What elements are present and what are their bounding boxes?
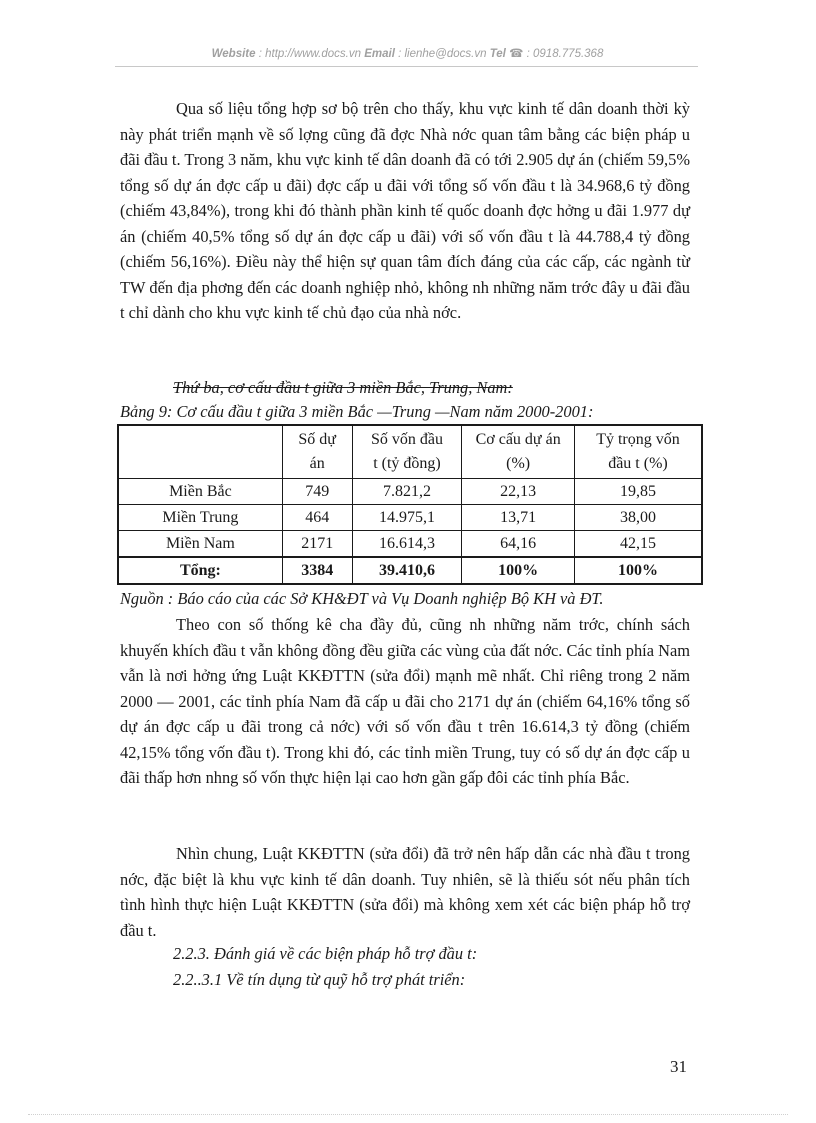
header-region: [118, 425, 282, 479]
cell-projects: 464: [282, 505, 352, 531]
table-row: [118, 531, 702, 558]
header-projects: [282, 425, 352, 479]
cell-capital: 14.975,1: [352, 505, 462, 531]
investment-structure-table: [117, 424, 703, 585]
cell-capital: 7.821,2: [352, 479, 462, 505]
website-label: Website: [211, 48, 256, 60]
cell-projects: 2171: [282, 531, 352, 558]
cell-share: 19,85: [574, 479, 702, 505]
cell-share: 42,15: [574, 531, 702, 558]
total-projects: 3384: [282, 557, 352, 584]
cell-share: 38,00: [574, 505, 702, 531]
cell-structure: 64,16: [462, 531, 575, 558]
footer-divider: [28, 1114, 788, 1115]
tel-label: Tel: [489, 48, 506, 60]
paragraph-2: Theo con số thống kê cha đầy đủ, cũng nh những năm trớc, chính sách khuyến khích đầu t vẫn không đồng đều giữa các vùng của đất nớc. Các tỉnh phía Nam vẫn là nơi hởng ứng Luật KKĐTTN (sửa đổi) mạnh mẽ nhất. Chỉ riêng trong 2 năm 2000 — 2001, các tỉnh phía Nam đã cấp u đãi cho 2171 dự án (chiếm 64,16% tổng số dự án đợc cấp u đãi trong cả nớc) với số vốn đầu t trên 16.614,3 tỷ đồng (chiếm 42,15% tổng vốn đầu t). Trong khi đó, các tỉnh miền Trung, tuy có số dự án đợc cấp u đãi thấp hơn nhng số vốn thực hiện lại cao hơn gần gấp đôi các tỉnh phía Bắc.: [120, 615, 690, 787]
paragraph-1: Qua số liệu tổng hợp sơ bộ trên cho thấy, khu vực kinh tế dân doanh thời kỳ này phát triển mạnh về số lợng cũng đã đợc Nhà nớc quan tâm bằng các biện pháp u đãi đầu t. Trong 3 năm, khu vực kinh tế dân doanh đã có tới 2.905 dự án (chiếm 59,5% tổng số dự án đợc cấp u đãi) đợc cấp u đãi với tổng số vốn đầu t là 34.968,6 tỷ đồng (chiếm 43,84%), trong khi đó thành phần kinh tế quốc doanh đợc hởng u đãi 1.977 dự án (chiếm 40,5% tổng số dự án đợc cấp u đãi) với số vốn đầu t là 44.788,4 tỷ đồng (chiếm 56,16%). Điều này thể hiện sự quan tâm đích đáng của các cấp, các ngành từ TW đến địa phơng đến các doanh nghiệp nhỏ, không nh những năm trớc đây u đãi đầu t chỉ dành cho khu vực kinh tế chủ đạo của nhà nớc.: [120, 99, 690, 322]
total-share: 100%: [574, 557, 702, 584]
table-source-note: Nguồn : Báo cáo của các Sở KH&ĐT và Vụ Doanh nghiệp Bộ KH và ĐT.: [120, 589, 604, 608]
cell-capital: 16.614,3: [352, 531, 462, 558]
total-structure: 100%: [462, 557, 575, 584]
website-value[interactable]: : http://www.docs.vn: [258, 48, 361, 60]
section-heading-third: Thứ ba, cơ cấu đầu t giữa 3 miền Bắc, Trung, Nam:: [173, 378, 513, 397]
section-2-2-3-1-heading: 2.2..3.1 Về tín dụng từ quỹ hỗ trợ phát triển:: [173, 970, 466, 989]
section-2-2-3-heading: 2.2.3. Đánh giá về các biện pháp hỗ trợ đầu t:: [173, 944, 478, 963]
header-structure: [462, 425, 575, 479]
table-total-row: [118, 557, 702, 584]
cell-region: Miền Trung: [118, 505, 282, 531]
total-capital: 39.410,6: [352, 557, 462, 584]
paragraph-3: Nhìn chung, Luật KKĐTTN (sửa đổi) đã trở nên hấp dẫn các nhà đầu t trong nớc, đặc biệt là khu vực kinh tế dân doanh. Tuy nhiên, sẽ là thiếu sót nếu phân tích tình hình thực hiện Luật KKĐTTN (sửa đổi) mà không xem xét các biện pháp hỗ trợ đầu t.: [120, 844, 690, 940]
header-capital: [352, 425, 462, 479]
header-structure-l1: Cơ cấu dự án: [475, 431, 561, 448]
header-capital-l2: t (tỷ đồng): [373, 455, 441, 472]
email-label: Email: [364, 48, 395, 60]
cell-projects: 749: [282, 479, 352, 505]
header-share-l2: đầu t (%): [608, 455, 668, 472]
header-projects-l2: án: [309, 455, 325, 472]
cell-region: Miền Bắc: [118, 479, 282, 505]
header-projects-l1: Số dự: [298, 431, 336, 448]
table-row: [118, 479, 702, 505]
header-structure-l2: (%): [506, 455, 531, 472]
table-row: [118, 505, 702, 531]
cell-region: Miền Nam: [118, 531, 282, 558]
table-header-row: [118, 425, 702, 479]
total-label: Tổng:: [118, 557, 282, 584]
cell-structure: 13,71: [462, 505, 575, 531]
tel-value: ☎ : 0918.775.368: [509, 48, 604, 60]
header-share: [574, 425, 702, 479]
email-value[interactable]: : lienhe@docs.vn: [398, 48, 487, 60]
header-share-l1: Tỷ trọng vốn: [596, 431, 680, 448]
table-caption: Bảng 9: Cơ cấu đầu t giữa 3 miền Bắc —Trung —Nam năm 2000-2001:: [120, 402, 594, 421]
cell-structure: 22,13: [462, 479, 575, 505]
page-header: [115, 46, 700, 60]
header-capital-l1: Số vốn đầu: [370, 431, 443, 448]
page-number: 31: [670, 1057, 687, 1076]
header-divider: [115, 66, 698, 67]
